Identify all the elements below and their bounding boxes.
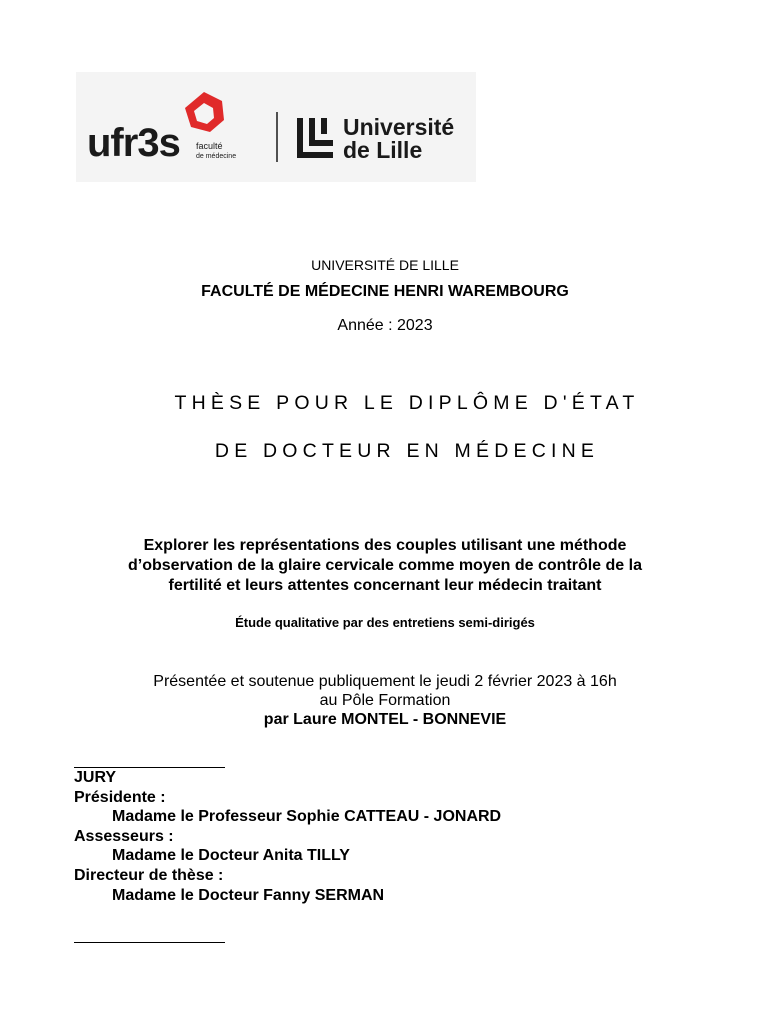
- universite-lille-mark-icon: [297, 118, 333, 158]
- director-label: Directeur de thèse :: [74, 866, 224, 884]
- thesis-title: [60, 536, 710, 596]
- jury-heading: JURY: [74, 769, 117, 786]
- thesis-title-line-2: d’observation de la glaire cervicale comme moyen de contrôle de la: [128, 557, 642, 574]
- ufr3s-hexagon-icon: [185, 92, 224, 132]
- divider-bottom: [74, 942, 225, 943]
- faculty-name: FACULTÉ DE MÉDECINE HENRI WAREMBOURG: [201, 283, 569, 300]
- assessors-label: Assesseurs :: [74, 827, 174, 845]
- thesis-title-line-3: fertilité et leurs attentes concernant leur médecin traitant: [168, 577, 602, 594]
- academic-year: Année : 2023: [337, 317, 433, 334]
- author-name: par Laure MONTEL - BONNEVIE: [263, 711, 507, 728]
- president-name: Madame le Professeur Sophie CATTEAU - JONARD: [112, 808, 502, 826]
- director-name: Madame le Docteur Fanny SERMAN: [112, 886, 385, 904]
- thesis-heading-line-1: THÈSE POUR LE DIPLÔME D'ÉTAT: [174, 392, 640, 414]
- universite-logo-line-1: Université: [343, 114, 455, 140]
- presentation-location: au Pôle Formation: [319, 692, 451, 709]
- assessor-name: Madame le Docteur Anita TILLY: [112, 847, 350, 865]
- ufr3s-logo-text: ufr3s: [87, 121, 180, 165]
- presentation-date: Présentée et soutenue publiquement le jeudi 2 février 2023 à 16h: [153, 673, 617, 690]
- jury-block: [74, 768, 501, 905]
- presentation-block: [0, 672, 770, 729]
- ufr3s-small-text-2: de médecine: [196, 153, 237, 160]
- universite-logo-line-2: de Lille: [343, 137, 423, 163]
- logo-banner: [76, 72, 476, 182]
- university-name: UNIVERSITÉ DE LILLE: [311, 257, 459, 273]
- ufr3s-small-text-1: faculté: [196, 141, 223, 151]
- thesis-title-line-1: Explorer les représentations des couples utilisant une méthode: [143, 537, 627, 554]
- thesis-subtitle: Étude qualitative par des entretiens semi-dirigés: [235, 615, 535, 630]
- logos-svg: [76, 72, 476, 182]
- president-label: Présidente :: [74, 788, 166, 806]
- thesis-heading-line-2: DE DOCTEUR EN MÉDECINE: [214, 440, 600, 462]
